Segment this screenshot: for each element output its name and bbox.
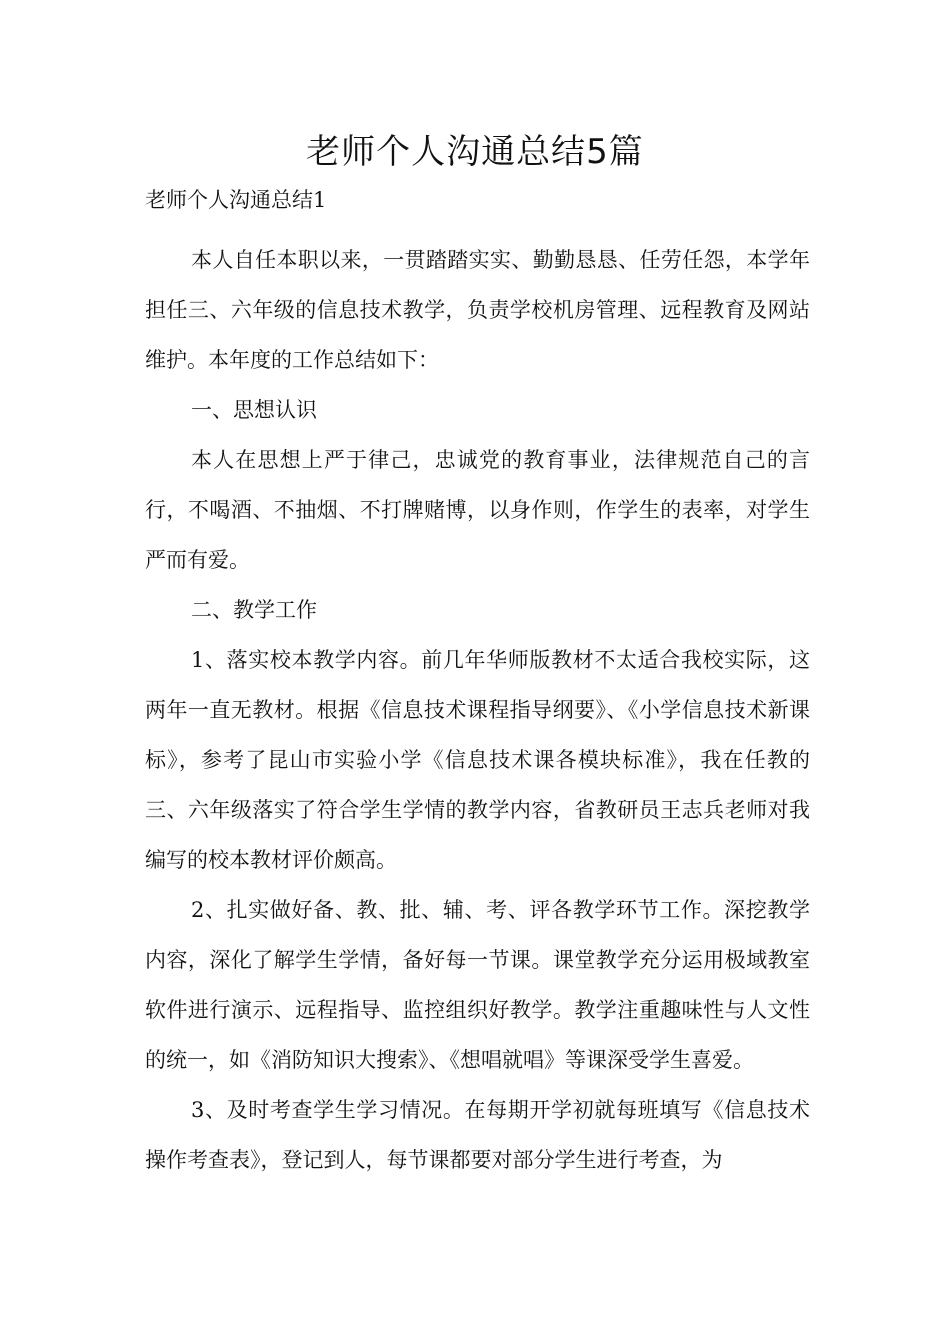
document-body <box>145 235 810 1185</box>
paragraph-teaching-2: 2、扎实做好备、教、批、辅、考、评各教学环节工作。深挖教学内容，深化了解学生学情，备好每一节课。课堂教学充分运用极域教室软件进行演示、远程指导、监控组织好教学。教学注重趣味性与人文性的统一，如《消防知识大搜索》、《想唱就唱》等课深受学生喜爱。 <box>145 898 810 1072</box>
document-subtitle: 老师个人沟通总结1 <box>145 188 327 212</box>
paragraph-teaching-1: 1、落实校本教学内容。前几年华师版教材不太适合我校实际，这两年一直无教材。根据《信息技术课程指导纲要》、《小学信息技术新课标》，参考了昆山市实验小学《信息技术课各模块标准》，我在任教的三、六年级落实了符合学生学情的教学内容，省教研员王志兵老师对我编写的校本教材评价颇高。 <box>145 648 810 872</box>
section-heading-thought: 一、思想认识 <box>191 398 317 422</box>
paragraph-teaching-3: 3、及时考查学生学习情况。在每期开学初就每班填写《信息技术操作考查表》，登记到人，每节课都要对部分学生进行考查，为 <box>145 1098 810 1172</box>
paragraph-intro: 本人自任本职以来，一贯踏踏实实、勤勤恳恳、任劳任怨，本学年担任三、六年级的信息技术教学，负责学校机房管理、远程教育及网站维护。本年度的工作总结如下： <box>145 248 810 372</box>
paragraph-thought: 本人在思想上严于律己，忠诚党的教育事业，法律规范自己的言行，不喝酒、不抽烟、不打牌赌博，以身作则，作学生的表率，对学生严而有爱。 <box>145 448 810 572</box>
document-title: 老师个人沟通总结5篇 <box>306 132 644 172</box>
section-heading-teaching: 二、教学工作 <box>191 598 317 622</box>
